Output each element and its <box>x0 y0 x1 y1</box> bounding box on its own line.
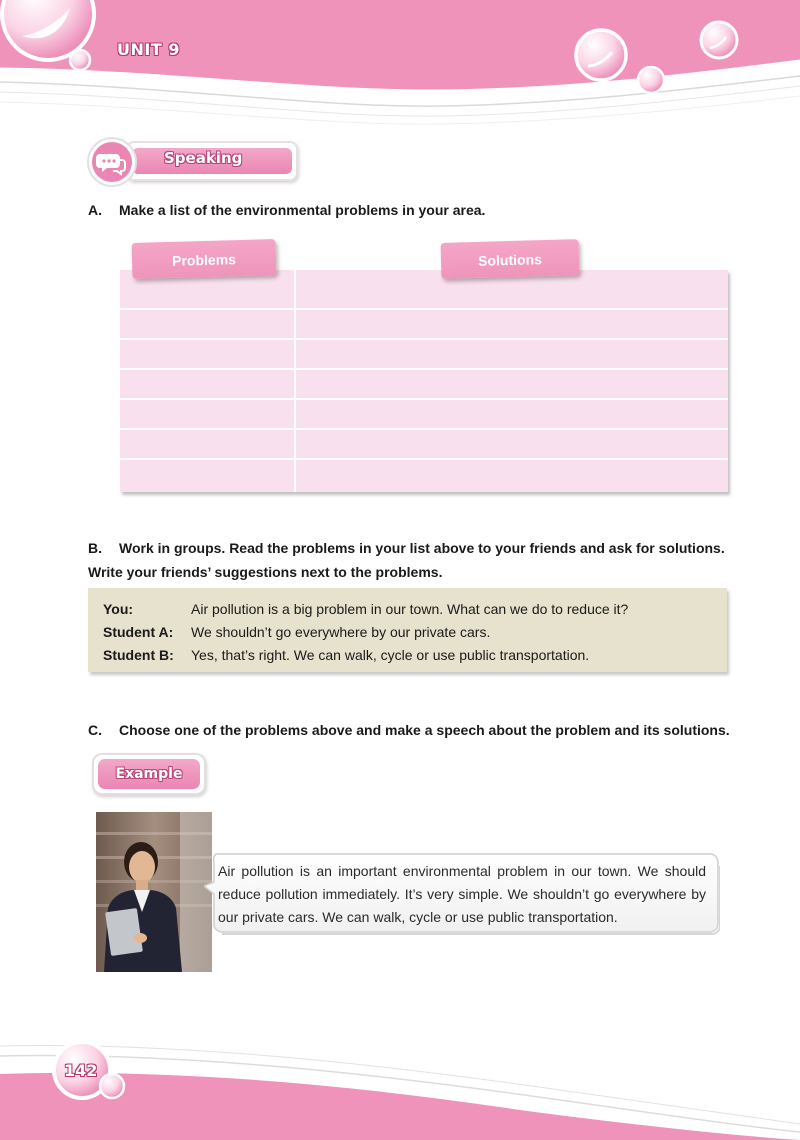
instruction-a <box>88 198 485 222</box>
example-label: Example <box>98 759 200 789</box>
page-number: 142 <box>64 1061 98 1080</box>
instruction-c <box>88 718 730 742</box>
speaking-label: Speaking <box>164 149 243 167</box>
dialogue-speaker: Student B: <box>103 647 174 663</box>
table-row <box>120 398 728 428</box>
instruction-b <box>88 536 725 584</box>
page-footer <box>0 1020 800 1140</box>
instruction-b-line1: Work in groups. Read the problems in your list above to your friends and ask for solutions. <box>119 540 725 556</box>
table-row <box>120 428 728 458</box>
dialogue-speaker: You: <box>103 601 134 617</box>
instruction-a-text: Make a list of the environmental problems in your area. <box>119 202 486 218</box>
table-row <box>120 338 728 368</box>
dialogue-box <box>88 588 727 672</box>
instruction-a-letter: A. <box>88 202 102 218</box>
instruction-b-line2: Write your friends’ suggestions next to the problems. <box>88 564 443 580</box>
dialogue-line <box>103 622 490 642</box>
table-row <box>120 308 728 338</box>
problems-solutions-table <box>120 270 728 492</box>
speech-text: Air pollution is an important environmental problem in our town. We should reduce pollution immediately. It’s very simple. We shouldn’t go everywhere by our private cars. We can walk, cycle or use public transportation. <box>218 863 706 925</box>
example-badge <box>92 753 206 795</box>
student-photo <box>96 812 212 972</box>
speaking-section-badge <box>86 136 300 188</box>
table-row <box>120 368 728 398</box>
table-row <box>120 458 728 488</box>
problems-header-tab: Problems <box>132 239 277 279</box>
instruction-c-letter: C. <box>88 722 102 738</box>
dialogue-text: We shouldn’t go everywhere by our private cars. <box>191 624 491 640</box>
dialogue-line <box>103 645 589 665</box>
instruction-c-text: Choose one of the problems above and make a speech about the problem and its solutions. <box>119 722 730 738</box>
dialogue-text: Air pollution is a big problem in our town. What can we do to reduce it? <box>191 601 629 617</box>
page-header <box>0 0 800 130</box>
dialogue-line <box>103 599 628 619</box>
speech-bubbles-icon <box>86 136 138 188</box>
dialogue-text: Yes, that’s right. We can walk, cycle or use public transportation. <box>191 647 590 663</box>
speech-bubble <box>204 852 720 936</box>
dialogue-speaker: Student A: <box>103 624 174 640</box>
solutions-header-tab: Solutions <box>441 239 580 279</box>
instruction-b-letter: B. <box>88 540 102 556</box>
unit-label: UNIT 9 <box>117 40 180 59</box>
